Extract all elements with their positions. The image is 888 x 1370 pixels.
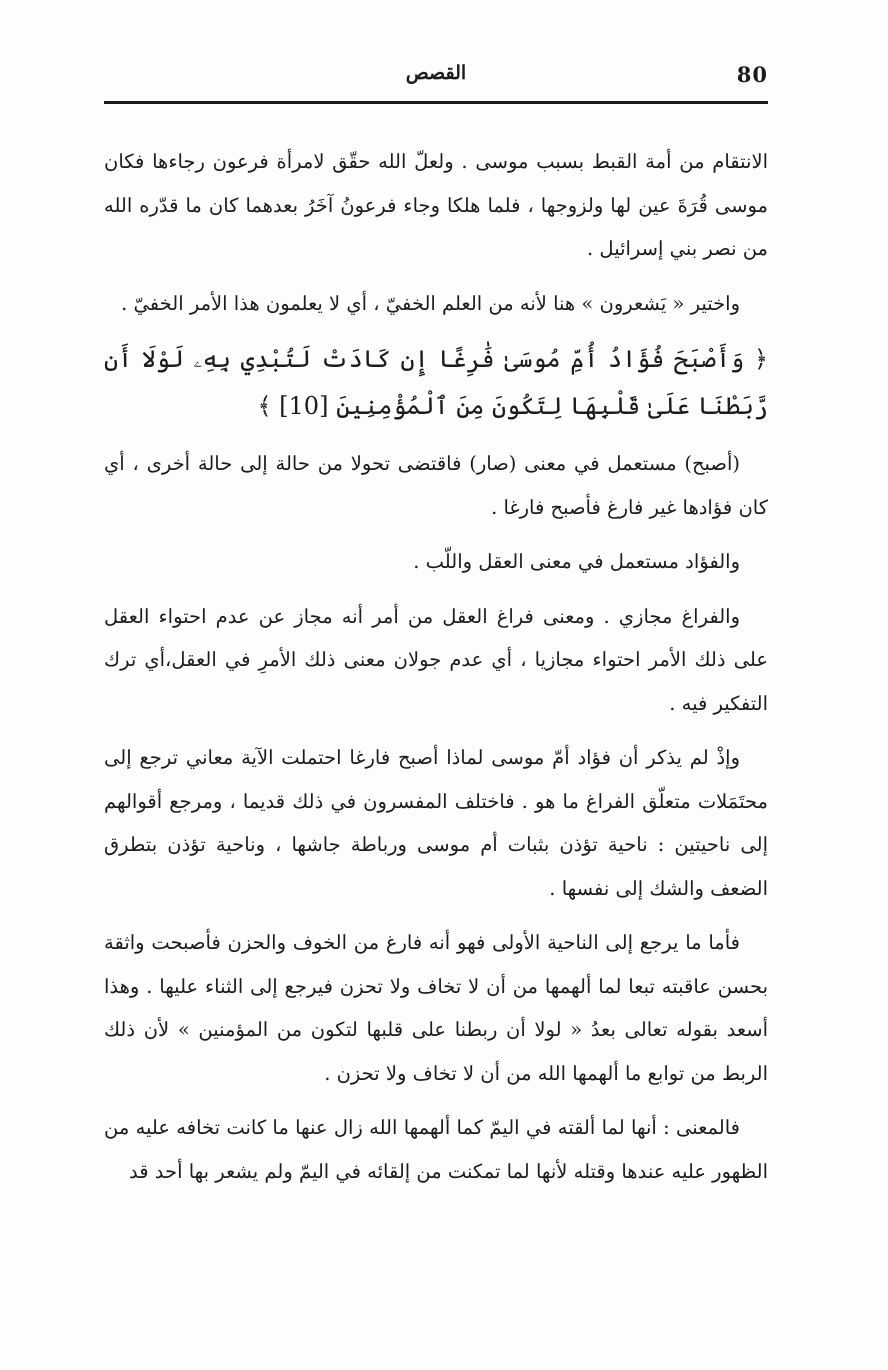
quran-verse [104,336,768,430]
paragraph-6: وإذْ لم يذكر أن فؤاد أمّ موسى لماذا أصبح فارغا احتملت الآية معاني ترجع إلى محتَمَلات متعلّق الفراغ ما هو . فاختلف المفسرون في ذلك قديما ، ومرجع أقوالهم إلى ناحيتين : ناحية تؤذن بثبات أم موسى ورباطة جاشها ، وناحية تؤذن بتطرق الضعف والشك إلى نفسها . [104,746,768,900]
paragraph-2: واختير « يَشعرون » هنا لأنه من العلم الخفيّ ، أي لا يعلمون هذا الأمر الخفيّ . [121,291,740,315]
verse-number: [10] [279,392,329,420]
page-header [104,62,768,102]
page-number: 80 [736,62,768,87]
paragraph-4: والفؤاد مستعمل في معنى العقل واللّب . [413,550,740,573]
paragraph-8: فالمعنى : أنها لما ألقته في اليمّ كما ألهمها الله زال عنها ما كانت تخافه عليه من الظهور عليه عندها وقتله لأنها لما تمكنت من إلقائه في اليمّ ولم يشعر بها أحد قد [104,1116,768,1183]
chapter-title: القصص [405,62,467,84]
paragraph-7: فأما ما يرجع إلى الناحية الأولى فهو أنه فارغ من الخوف والحزن فأصبحت واثقة بحسن عاقبته تبعا لما ألهمها من أن لا تخاف ولا تحزن فيرجع إلى الثناء عليها . وهذا أسعد بقوله تعالى بعدُ « لولا أن ربطنا على قلبها لتكون من المؤمنين » لأن ذلك الربط من توابع ما ألهمها الله من أن لا تخاف ولا تحزن . [104,931,768,1085]
page-body [104,140,768,1204]
verse-open-bracket: ﴿ [753,345,768,373]
paragraph-3: (أصبح) مستعمل في معنى (صار) فاقتضى تحولا من حالة إلى حالة أخرى ، أي كان فؤادها غير فارغ فأصبح فارغا . [104,452,768,519]
header-rule [104,101,768,104]
paragraph-5: والفراغ مجازي . ومعنى فراغ العقل من أمر أنه مجاز عن عدم احتواء العقل على ذلك الأمر احتواء مجازيا ، أي عدم جولان معنى ذلك الأمرِ في العقل،أي ترك التفكير فيه . [104,604,768,715]
verse-close-bracket: ﴾ [257,392,272,420]
paragraph-1: الانتقام من أمة القبط بسبب موسى . ولعلّ الله حقّق لامرأة فرعون رجاءها فكان موسى قُرَةَ عين لها ولزوجها ، فلما هلكا وجاء فرعونُ آخَرُ بعدهما كان ما قدّره الله من نصر بني إسرائيل . [104,150,768,260]
verse-text: وَأَصْبَحَ فُؤَادُ أُمِّ مُوسَىٰ فَٰرِغًا إِن كَادَتْ لَتُبْدِي بِهِۦ لَوْلَا أَن رَّبَطْنَا عَلَىٰ قَلْبِهَا لِتَكُونَ مِنَ ٱلْمُؤْمِنِينَ [104,345,768,420]
